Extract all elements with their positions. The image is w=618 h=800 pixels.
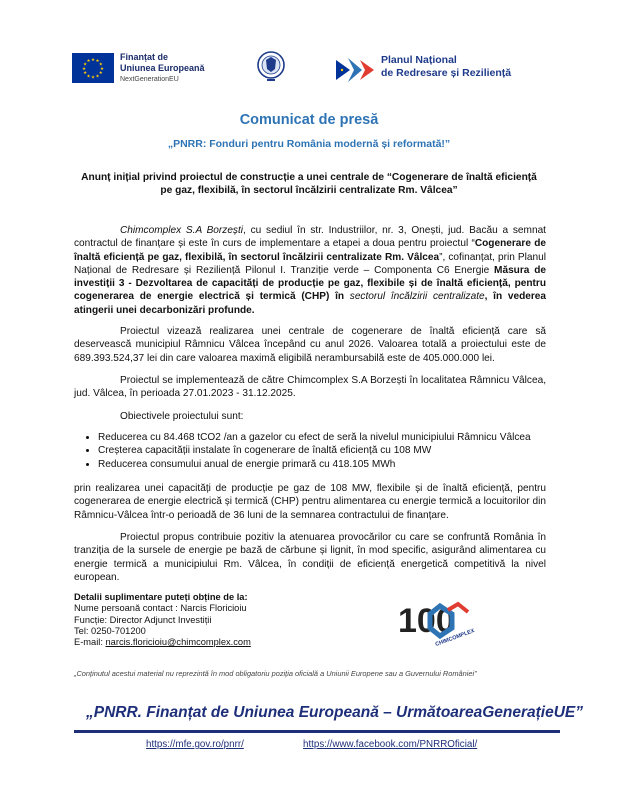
eu-line3: NextGenerationEU (120, 76, 179, 83)
headline: Anunț inițial privind proiectul de construcție a unei centrale de “Cogenerare de înaltă eficiență pe gaz, flexibilă, în sectorul încălzirii centralizate Rm. Vâlcea” (81, 172, 537, 196)
page-subtitle: „PNRR: Fonduri pentru România modernă și reformată!” (167, 138, 451, 150)
svg-text:★: ★ (95, 59, 100, 65)
mfe-link[interactable]: https://mfe.gov.ro/pnrr/ (146, 739, 244, 750)
eu-line2: Uniunea Europeană (120, 63, 205, 73)
facebook-link[interactable]: https://www.facebook.com/PNRROficial/ (303, 739, 478, 750)
svg-text:★: ★ (95, 74, 100, 80)
footer-divider (74, 730, 560, 733)
svg-text:★: ★ (98, 71, 103, 77)
svg-text:★: ★ (83, 62, 88, 68)
p1-part4: ”, cofinanțat, prin Planul Național de Redresare și Reziliență Pilonul I. Tranziție verde – Componenta C6 Energie (74, 251, 546, 276)
investment-measure: Măsura de investiții 3 - Dezvoltarea de capacități de producție pe gaz, flexibile și de înaltă eficiență, pentru cogenerarea de energie electrică și termică (CHP) în (74, 264, 546, 303)
paragraph-objectives-intro: Obiectivele proiectului sunt: (120, 411, 244, 422)
svg-text:★: ★ (90, 58, 96, 63)
objectives-list (74, 431, 546, 471)
page-title: Comunicat de presă (239, 112, 379, 128)
contact-name: Nume persoană contact : Narcis Floricioiu (74, 603, 247, 614)
contact-role: Funcție: Director Adjunct Investiții (74, 614, 212, 625)
pnrr-line2: de Redresare și Reziliență (381, 67, 512, 79)
svg-text:★: ★ (90, 75, 96, 81)
svg-text:★: ★ (86, 59, 91, 65)
list-item: • Reducerea consumului anual de energie primară cu 418.105 MWh (98, 458, 546, 471)
pnrr-line1: Planul Național (381, 54, 457, 66)
eu-line1: Finanțat de (120, 52, 169, 62)
chimcomplex-100-logo (396, 592, 476, 648)
details-label: Detalii suplimentare puteți obține de la: (74, 592, 248, 602)
list-item: • Reducerea cu 84.468 tCO2 /an a gazelor cu efect de seră la nivelul municipiului Râmnicu Vâlcea (98, 431, 546, 444)
svg-text:★: ★ (83, 71, 88, 77)
company-name: Chimcomplex S.A Borzești (120, 225, 244, 236)
logo-text: CHIMCOMPLEX (434, 628, 476, 648)
paragraph-intro (74, 224, 546, 317)
p1-part2: , cu sediul în str. Industriilor, nr. 3, Onești, jud. Bacău a semnat contractul de finanțare și este în curs de implementare a etapei a doua pentru proiectul “ (74, 225, 546, 250)
pnrr-title (381, 54, 511, 80)
footer-slogan: „PNRR. Finanțat de Uniunea Europeană – UrmătoareaGenerațieUE” (86, 704, 583, 721)
svg-text:★: ★ (99, 66, 105, 72)
svg-text:★: ★ (86, 74, 91, 80)
eu-funding-label (120, 52, 205, 85)
government-seal-icon (256, 48, 286, 84)
sector-name: sectorul încălzirii centralizate (349, 291, 485, 303)
pnrr-logo-icon (334, 56, 376, 84)
paragraph-contribution: Proiectul propus contribuie pozitiv la atenuarea provocărilor cu care se confruntă România în tranziția de la sursele de energie pe bază de cărbune și lignit, în mod specific, asigurând alimentarea cu energie termică a municipiului Rm. Vâlcea, în condiții de eficiență energetică competitivă la nivel european. (74, 532, 546, 583)
list-item: • Creșterea capacității instalate în cogenerare de înaltă eficiență cu 108 MW (98, 444, 546, 457)
email-label: E-mail: (74, 637, 106, 648)
paragraph-capacity: prin realizarea unei capacități de producție pe gaz de 108 MW, flexibile și de înaltă eficiență, pentru cogenerarea de energie electrică și termică (CHP) pentru alimentarea cu energie termică a locuitorilor din Râmnicu-Vâlcea într-o perioadă de 36 luni de la semnarea contractului de finanțare. (74, 483, 546, 521)
contact-details (74, 592, 251, 648)
disclaimer: „Conținutul acestui material nu reprezintă în mod obligatoriu poziția oficială a Uniunii Europene sau a Guvernului României” (74, 669, 477, 678)
paragraph-implementation: Proiectul se implementează de către Chimcomplex S.A Borzești în localitatea Râmnicu Vâlcea, jud. Vâlcea, în perioada 27.01.2023 - 31.12.2025. (74, 375, 546, 400)
logo-number: 100 (398, 602, 455, 640)
contact-tel: Tel: 0250-701200 (74, 625, 146, 636)
svg-text:★: ★ (81, 66, 87, 72)
p1-part7: , în vederea atingerii unei decarbonizări profunde. (74, 291, 546, 316)
project-name: Cogenerare de înaltă eficiență pe gaz, flexibilă, în sectorul încălzirii centralizate Rm. Vâlcea (74, 238, 546, 263)
eu-flag-icon (72, 53, 114, 83)
email-link[interactable]: narcis.floricioiu@chimcomplex.com (105, 637, 251, 648)
svg-text:★: ★ (98, 62, 103, 68)
paragraph-value: Proiectul vizează realizarea unei centrale de cogenerare de înaltă eficiență care să deservească municipiul Râmnicu Vâlcea începând cu anul 2026. Valoarea totală a proiectului este de 689.393.524,37 lei din care valoarea maximă eligibilă nerambursabilă este de 405.000.000 lei. (74, 326, 546, 364)
